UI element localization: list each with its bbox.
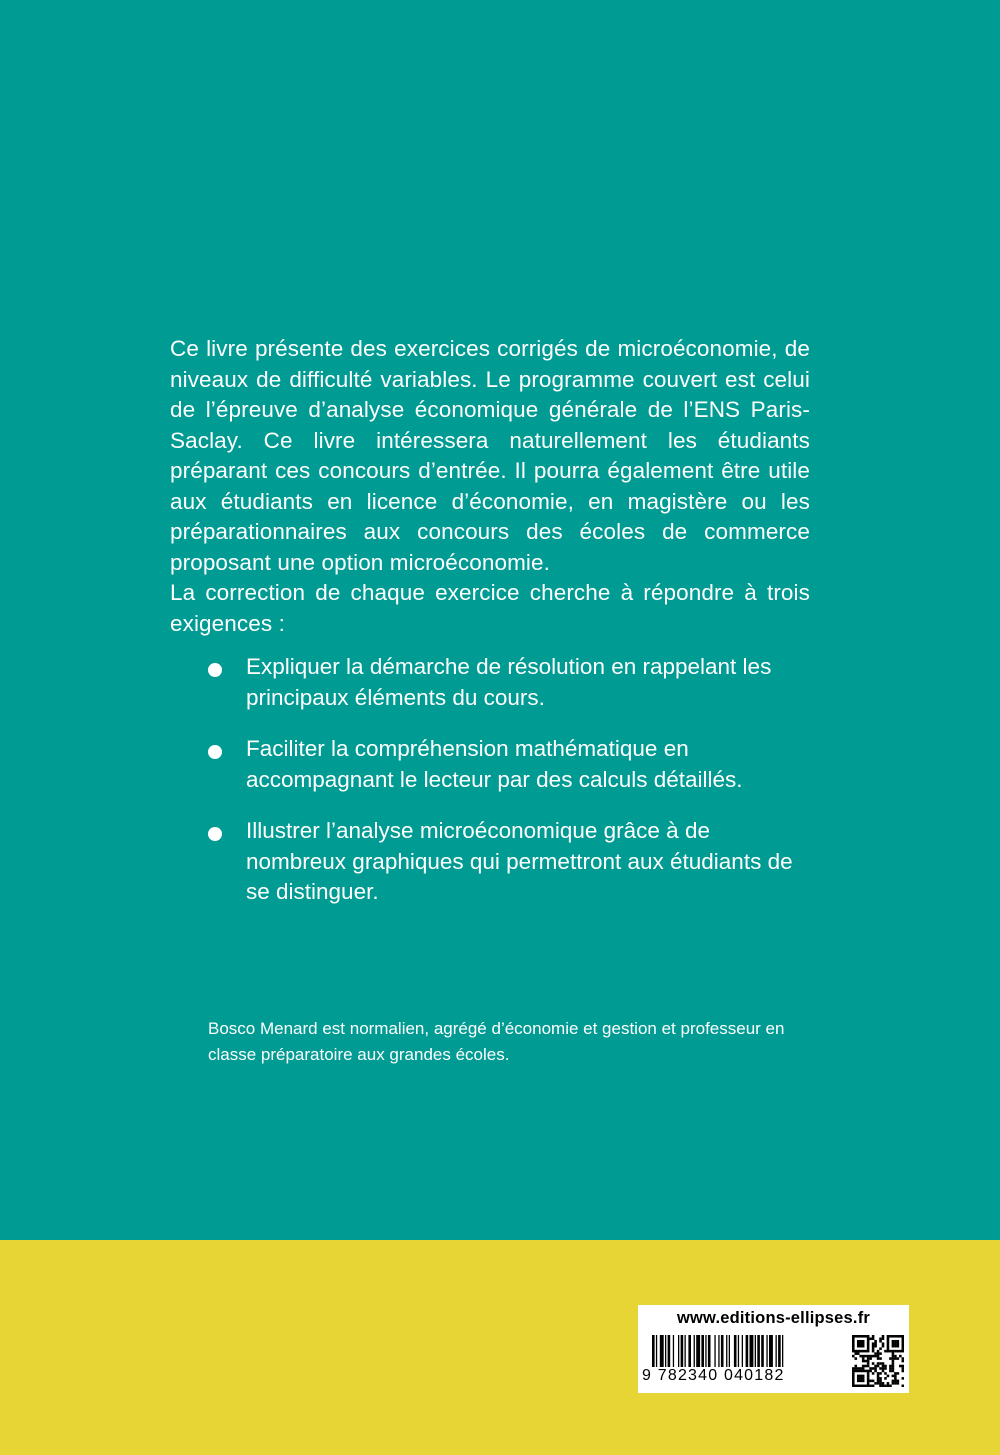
bullet-dot-icon xyxy=(208,827,222,841)
list-item-text: Faciliter la compréhension mathématique en accompagnant le lecteur par des calculs détaillés. xyxy=(246,736,743,792)
list-item-text: Illustrer l’analyse microéconomique grâce à de nombreux graphiques qui permettront aux étudiants de se distinguer. xyxy=(246,818,793,904)
requirements-list xyxy=(205,652,805,929)
barcode-box xyxy=(638,1305,909,1393)
list-item xyxy=(205,734,805,795)
blurb-paragraph-1: Ce livre présente des exercices corrigés de microéconomie, de niveaux de difficulté variables. Le programme couvert est celui de l’épreuve d’analyse économique générale de l’ENS Paris-Saclay. Ce livre intéressera naturellement les étudiants préparant ces concours d’entrée. Il pourra également être utile aux étudiants en licence d’économie, en magistère ou les préparationnaires aux concours des écoles de commerce proposant une option microéconomie. xyxy=(170,336,810,575)
barcode-icon xyxy=(652,1335,842,1367)
list-item xyxy=(205,652,805,713)
list-item-text: Expliquer la démarche de résolution en rappelant les principaux éléments du cours. xyxy=(246,654,772,710)
publisher-website[interactable]: www.editions-ellipses.fr xyxy=(676,1309,871,1327)
blurb-text xyxy=(170,334,810,639)
author-note: Bosco Menard est normalien, agrégé d’économie et gestion et professeur en classe préparatoire aux grandes écoles. xyxy=(208,1019,785,1064)
blurb-paragraph-2: La correction de chaque exercice cherche à répondre à trois exigences : xyxy=(170,580,810,636)
isbn-digits: 9 782340 040182 xyxy=(642,1367,785,1384)
bullet-dot-icon xyxy=(208,745,222,759)
qr-code-icon xyxy=(852,1335,904,1387)
list-item xyxy=(205,816,805,908)
bullet-dot-icon xyxy=(208,663,222,677)
